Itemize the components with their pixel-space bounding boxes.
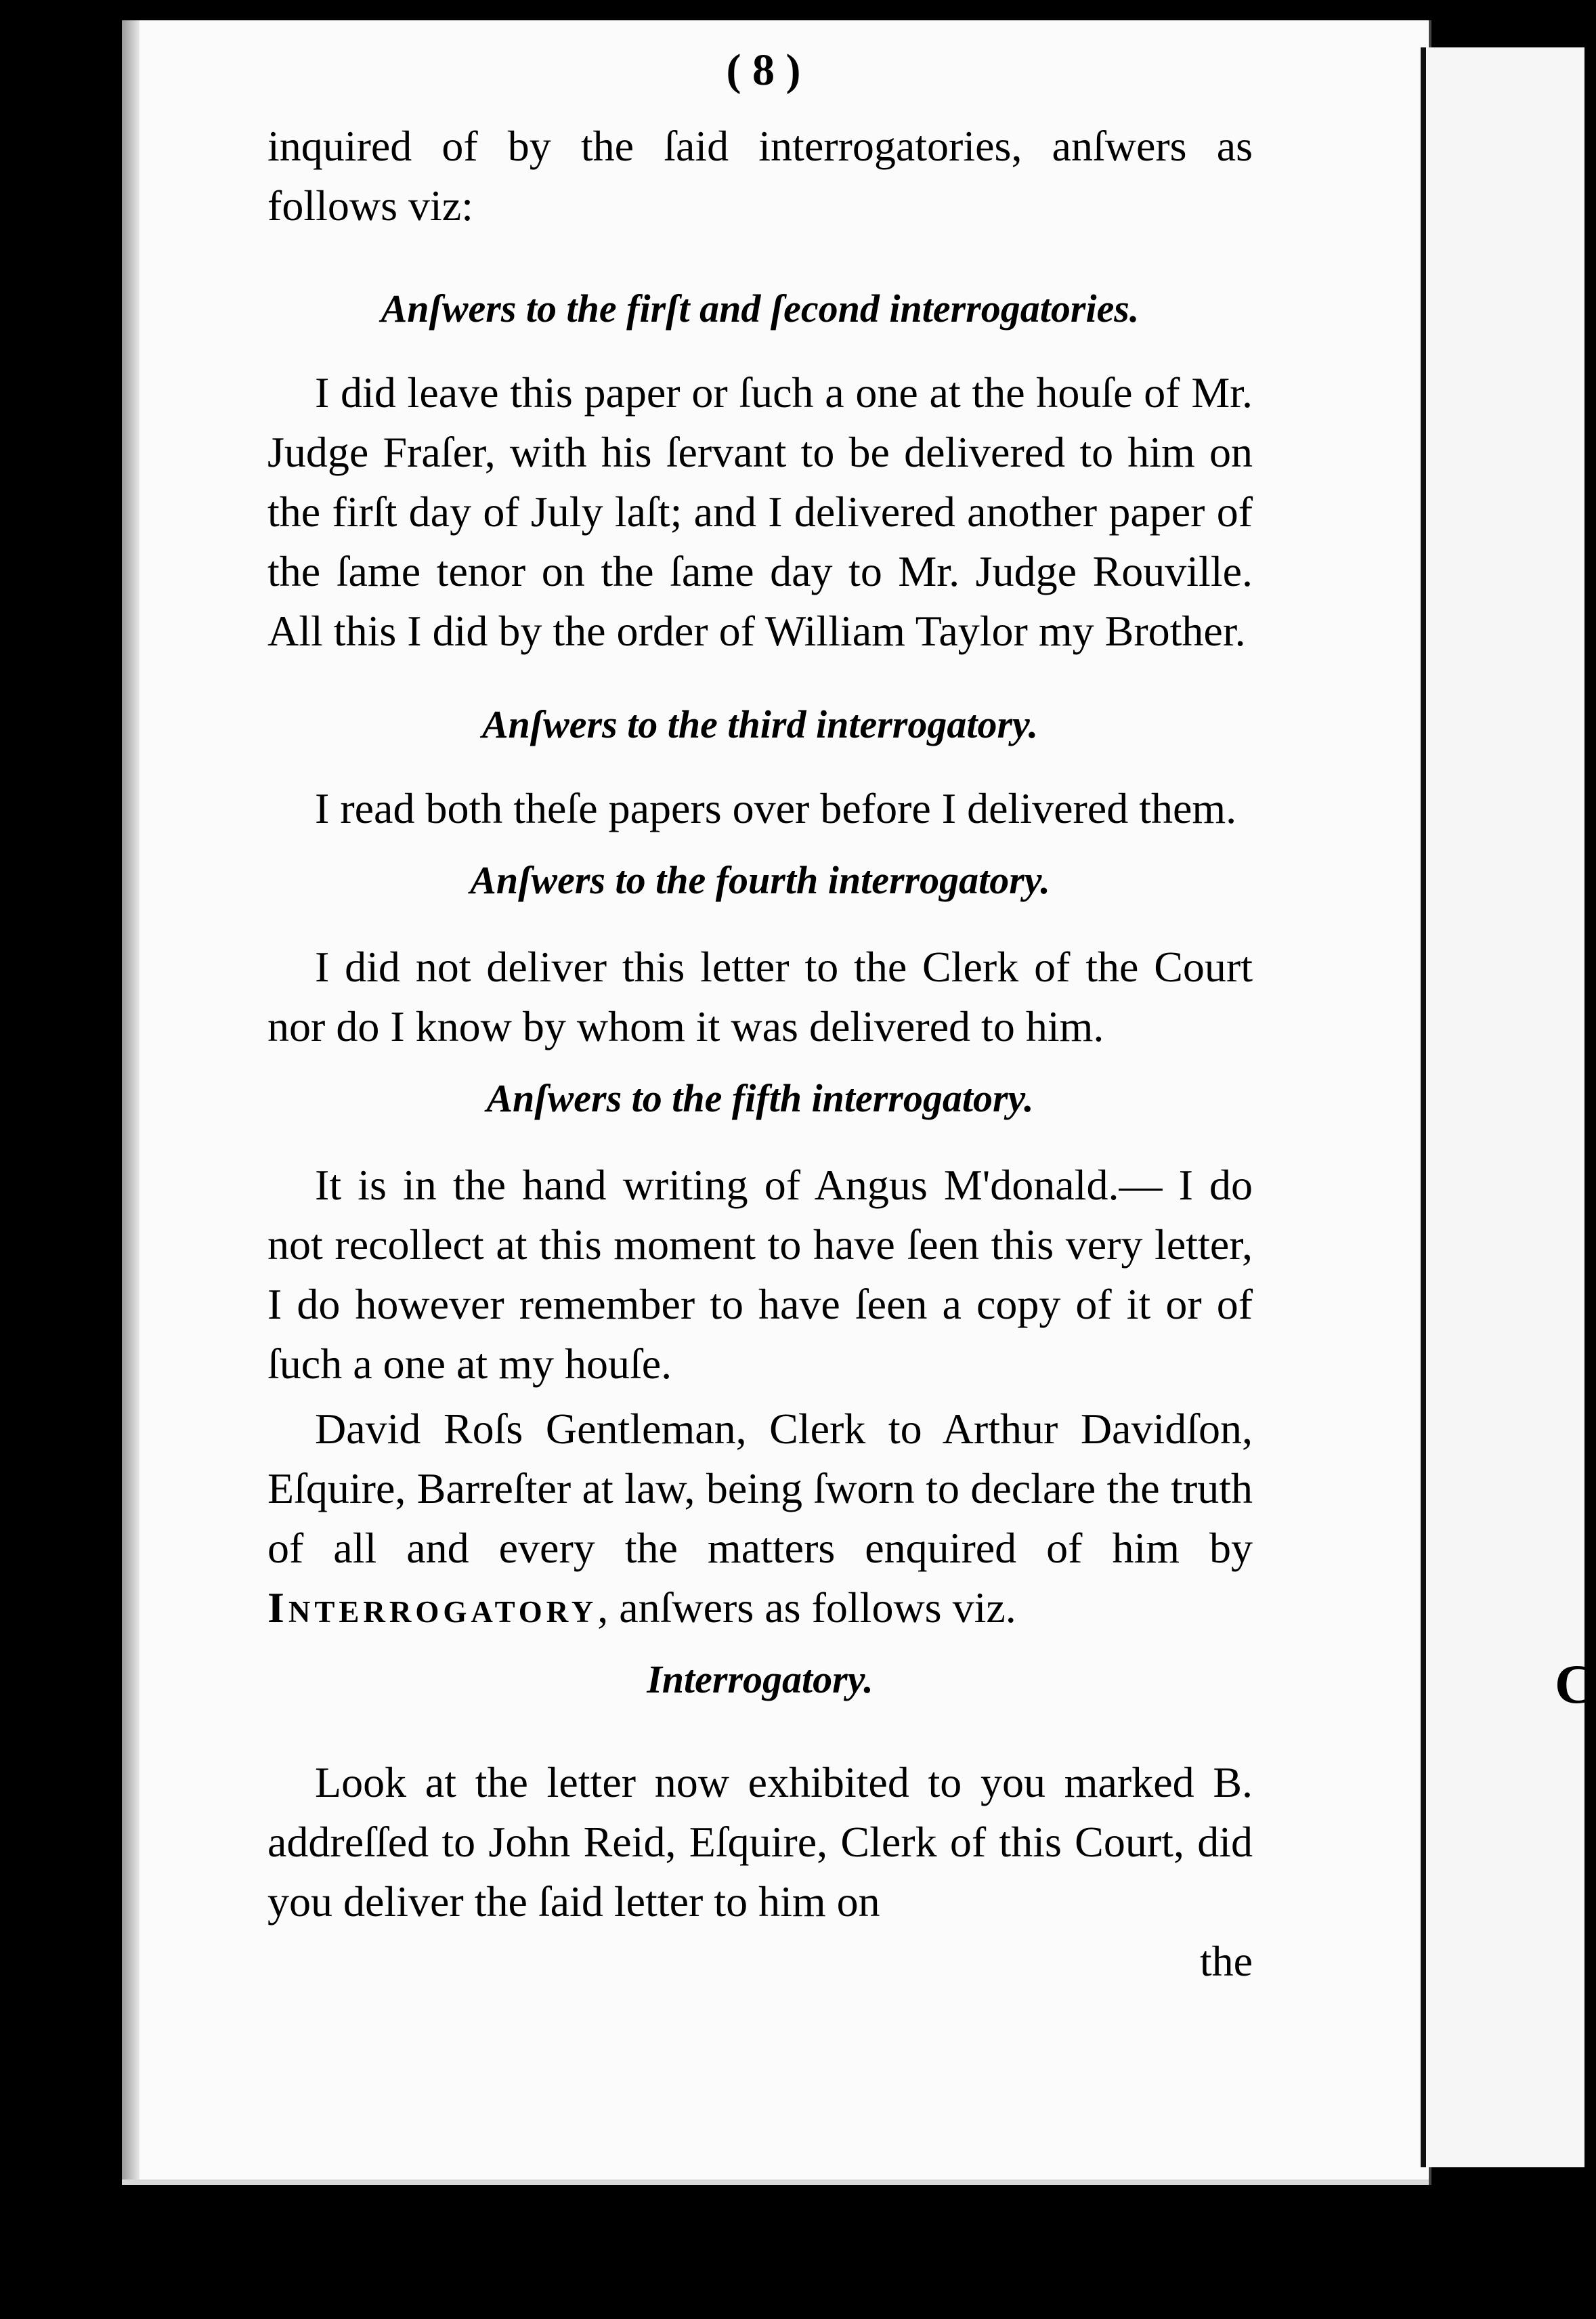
section-heading-1: Anſwers to the firſt and ſecond interrogatories. <box>381 286 1140 331</box>
david-ross-paragraph <box>267 1399 1253 1638</box>
page-bottom-edge <box>122 2179 1429 2185</box>
david-ross-text: David Roſs Gentleman, Clerk to Arthur Davidſon, Eſquire, Barreſter at law, being ſworn to declare the truth of all and every the matters enquired of him by <box>267 1405 1253 1572</box>
adjacent-page <box>1421 47 1596 2167</box>
section-text-4: It is in the hand writing of Angus M'donald.— I do not recollect at this moment to have ſeen this very letter, I do however remember to have ſeen a copy of it or of ſuch a one at my houſe. <box>267 1161 1253 1388</box>
adjacent-page-fragment: C <box>1555 1653 1596 1715</box>
page-number: ( 8 ) <box>726 45 801 95</box>
page-content <box>267 41 1253 1991</box>
section-text-1: I did leave this paper or ſuch a one at the houſe of Mr. Judge Fraſer, with his ſervant to be delivered to him on the firſt day of July laſt; and I delivered another paper of the ſame tenor on the ſame day to Mr. Judge Rouville. All this I did by the order of William Taylor my Brother. <box>267 368 1253 655</box>
intro-line-1: inquired of by the ſaid interrogatories, anſwers as <box>267 122 1253 170</box>
section-heading-3: Anſwers to the fourth interrogatory. <box>470 858 1050 902</box>
interrogatory-smallcaps: Interrogatory <box>267 1583 598 1632</box>
section-text-2: I read both theſe papers over before I delivered them. <box>315 784 1237 832</box>
page-edge <box>122 20 139 2185</box>
section-text-3: I did not deliver this letter to the Clerk of the Court nor do I know by whom it was delivered to him. <box>267 943 1253 1050</box>
interrogatory-heading: Interrogatory. <box>647 1657 874 1701</box>
catchword: the <box>1199 1937 1253 1985</box>
section-heading-4: Anſwers to the fifth interrogatory. <box>486 1076 1034 1120</box>
david-ross-text-end: , anſwers as follows viz. <box>597 1583 1016 1632</box>
intro-line-2: follows viz: <box>267 182 473 230</box>
final-paragraph: Look at the letter now exhibited to you marked B. addreſſed to John Reid, Eſquire, Clerk of this Court, did you deliver the ſaid letter to him on <box>267 1758 1253 1926</box>
section-heading-2: Anſwers to the third interrogatory. <box>481 702 1039 746</box>
intro-paragraph <box>267 116 1253 236</box>
